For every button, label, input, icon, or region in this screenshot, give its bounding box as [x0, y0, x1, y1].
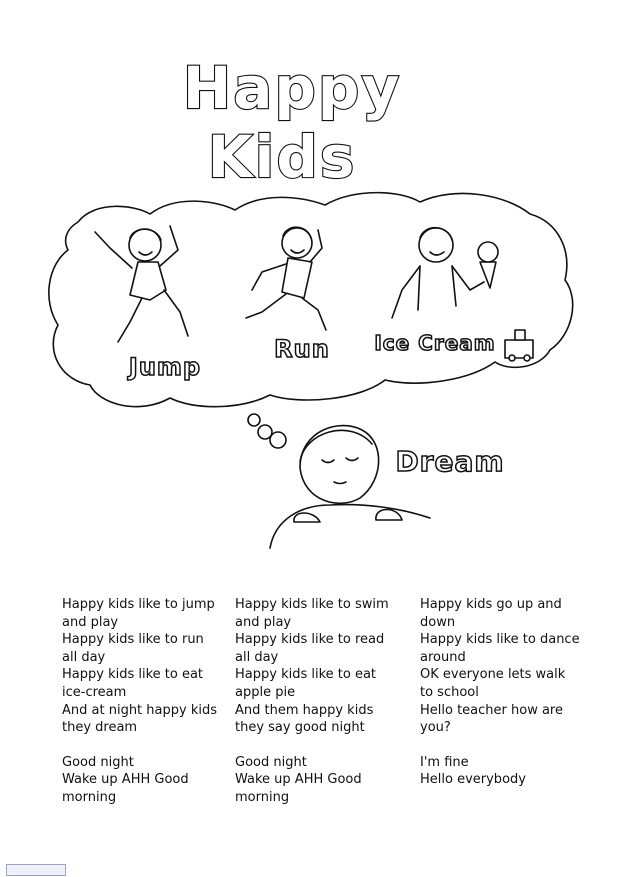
- title-line-1: Happy: [182, 54, 402, 122]
- chorus-line: Wake up AHH Good morning: [62, 772, 189, 805]
- stanza-gap: [62, 737, 222, 754]
- stanza-gap: [420, 737, 580, 754]
- thought-cloud: [49, 193, 573, 407]
- chorus-line: Hello everybody: [420, 772, 526, 788]
- run-kid-drawing: [246, 227, 326, 330]
- lyrics-column-3: [420, 596, 580, 789]
- jump-kid-drawing: [95, 226, 188, 342]
- icecream-label: Ice Cream: [374, 331, 496, 355]
- chorus-line: Good night: [62, 754, 134, 770]
- lyric-line: Happy kids go up and down: [420, 597, 562, 630]
- lyric-line: And at night happy kids they dream: [62, 702, 217, 736]
- lyric-line: And them happy kids they say good night: [235, 702, 374, 736]
- lyric-line: Happy kids like to dance around: [420, 632, 580, 665]
- dream-label: Dream: [395, 445, 505, 478]
- icecream-kid-drawing: [392, 228, 498, 318]
- lyric-line: OK everyone lets walk to school: [420, 667, 566, 700]
- chorus-line: I'm fine: [420, 754, 469, 770]
- thought-bubble-large: [270, 432, 286, 448]
- lyric-line: Happy kids like to run all day: [62, 632, 204, 665]
- lyric-line: Happy kids like to eat apple pie: [235, 667, 377, 700]
- lyrics-column-1: [62, 596, 222, 807]
- lyric-line: Happy kids like to swim and play: [235, 597, 389, 630]
- stanza-gap: [235, 737, 395, 754]
- lyric-line: Happy kids like to eat ice-cream: [62, 667, 204, 700]
- jump-label: Jump: [128, 353, 202, 381]
- sleeping-kid-drawing: [270, 426, 430, 548]
- watermark-logo: [6, 864, 66, 876]
- title-line-2: Kids: [207, 123, 357, 191]
- lyric-line: Happy kids like to jump and play: [62, 597, 215, 630]
- lyric-line: Happy kids like to read all day: [235, 632, 385, 665]
- lyric-line: Hello teacher how are you?: [420, 702, 563, 736]
- lyrics: [0, 596, 620, 826]
- chorus-line: Good night: [235, 754, 307, 770]
- run-label: Run: [274, 335, 330, 363]
- icecream-cart-icon: [505, 330, 533, 361]
- chorus-line: Wake up AHH Good morning: [235, 772, 362, 805]
- thought-bubble-small: [248, 414, 260, 426]
- lyrics-column-2: [235, 596, 395, 807]
